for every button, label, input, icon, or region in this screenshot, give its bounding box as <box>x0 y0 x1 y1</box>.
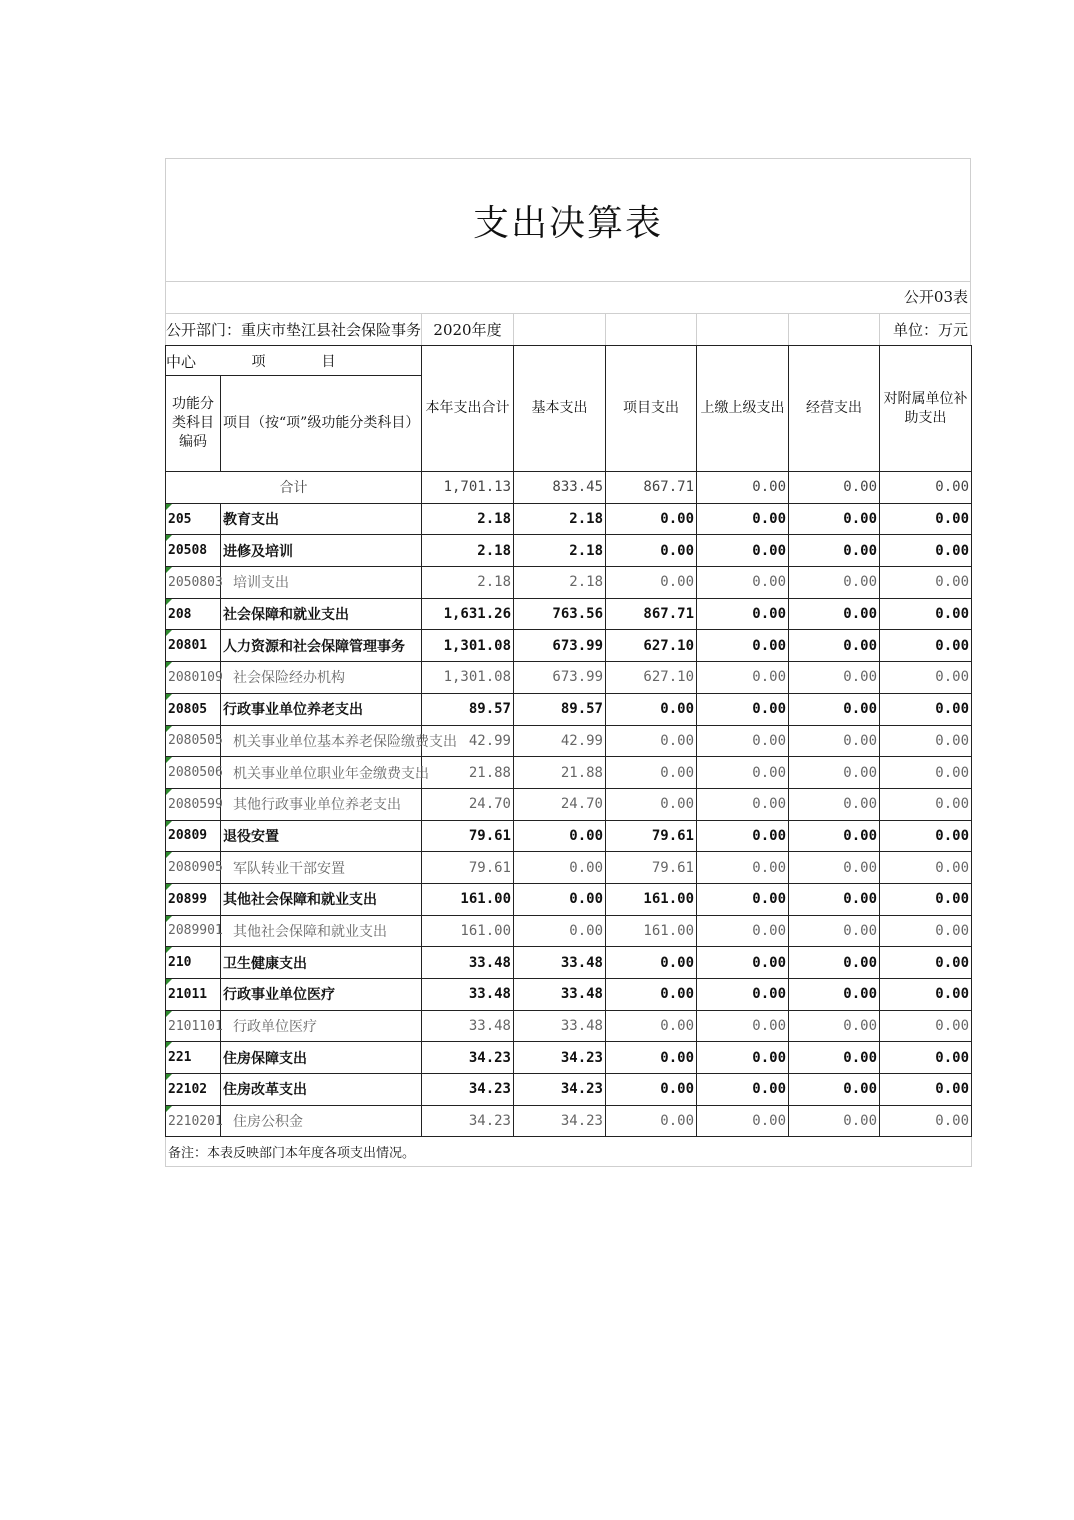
row-code: 2210201 <box>166 1105 221 1137</box>
row-basic-value: 673.99 <box>514 662 606 694</box>
table-row <box>166 630 972 662</box>
row-subsidy-value: 0.00 <box>880 915 972 947</box>
row-upper-value: 0.00 <box>697 1074 789 1106</box>
row-name: 住房公积金 <box>221 1105 422 1137</box>
row-total-value: 33.48 <box>422 979 514 1011</box>
row-project-value: 0.00 <box>606 503 697 535</box>
table-row <box>166 662 972 694</box>
row-basic-value: 0.00 <box>514 883 606 915</box>
row-project-value: 0.00 <box>606 1010 697 1042</box>
row-total-value: 1,301.08 <box>422 662 514 694</box>
form-number: 公开03表 <box>165 282 971 313</box>
row-project-value: 0.00 <box>606 1042 697 1074</box>
project-col-header: 项目支出 <box>606 346 697 472</box>
row-project-value: 79.61 <box>606 820 697 852</box>
table-row <box>166 788 972 820</box>
row-project-value: 161.00 <box>606 915 697 947</box>
row-code: 22102 <box>166 1074 221 1106</box>
row-business-value: 0.00 <box>789 567 880 599</box>
table-row <box>166 947 972 979</box>
row-business-value: 0.00 <box>789 598 880 630</box>
row-subsidy-value: 0.00 <box>880 567 972 599</box>
table-row <box>166 1105 972 1137</box>
row-name: 行政事业单位养老支出 <box>221 693 422 725</box>
row-total-value: 34.23 <box>422 1105 514 1137</box>
row-subsidy-value: 0.00 <box>880 693 972 725</box>
row-code: 2080506 <box>166 757 221 789</box>
row-basic-value: 34.23 <box>514 1105 606 1137</box>
row-project-value: 79.61 <box>606 852 697 884</box>
row-name: 社会保险经办机构 <box>221 662 422 694</box>
code-col-header: 功能分类科目编码 <box>166 376 221 472</box>
row-project-value: 867.71 <box>606 598 697 630</box>
meta-blank <box>513 313 605 345</box>
row-total-value: 2.18 <box>422 503 514 535</box>
row-name: 其他社会保障和就业支出 <box>221 883 422 915</box>
row-total-value: 1,631.26 <box>422 598 514 630</box>
row-basic-value: 763.56 <box>514 598 606 630</box>
row-total-value: 161.00 <box>422 883 514 915</box>
row-code: 210 <box>166 947 221 979</box>
table-row <box>166 820 972 852</box>
row-subsidy-value: 0.00 <box>880 598 972 630</box>
row-name: 机关事业单位职业年金缴费支出 <box>221 757 422 789</box>
expenditure-table <box>165 345 972 1167</box>
row-project-value: 0.00 <box>606 757 697 789</box>
row-project-value: 0.00 <box>606 979 697 1011</box>
row-name: 住房保障支出 <box>221 1042 422 1074</box>
row-subsidy-value: 0.00 <box>880 820 972 852</box>
row-upper-value: 0.00 <box>697 630 789 662</box>
row-name: 机关事业单位基本养老保险缴费支出 <box>221 725 422 757</box>
row-project-value: 0.00 <box>606 1074 697 1106</box>
row-code: 20809 <box>166 820 221 852</box>
row-upper-value: 0.00 <box>697 883 789 915</box>
row-subsidy-value: 0.00 <box>880 630 972 662</box>
row-code: 205 <box>166 503 221 535</box>
row-subsidy-value: 0.00 <box>880 1074 972 1106</box>
table-row <box>166 852 972 884</box>
row-business-value: 0.00 <box>789 788 880 820</box>
row-name: 人力资源和社会保障管理事务 <box>221 630 422 662</box>
row-subsidy-value: 0.00 <box>880 1042 972 1074</box>
row-code: 2080505 <box>166 725 221 757</box>
row-basic-value: 673.99 <box>514 630 606 662</box>
row-project-value: 0.00 <box>606 535 697 567</box>
row-upper-value: 0.00 <box>697 1010 789 1042</box>
row-business-value: 0.00 <box>789 883 880 915</box>
row-business-value: 0.00 <box>789 662 880 694</box>
row-name: 其他行政事业单位养老支出 <box>221 788 422 820</box>
row-total-value: 2.18 <box>422 567 514 599</box>
department-label: 公开部门：重庆市垫江县社会保险事务中心 <box>165 313 421 345</box>
row-code: 2101101 <box>166 1010 221 1042</box>
total-total-value: 1,701.13 <box>422 472 514 504</box>
row-project-value: 627.10 <box>606 662 697 694</box>
row-project-value: 0.00 <box>606 693 697 725</box>
row-name: 退役安置 <box>221 820 422 852</box>
row-basic-value: 0.00 <box>514 820 606 852</box>
row-total-value: 33.48 <box>422 1010 514 1042</box>
table-row <box>166 598 972 630</box>
total-label: 合计 <box>166 472 422 504</box>
upper-col-header: 上缴上级支出 <box>697 346 789 472</box>
row-project-value: 0.00 <box>606 725 697 757</box>
row-subsidy-value: 0.00 <box>880 1010 972 1042</box>
meta-blank <box>605 313 696 345</box>
row-subsidy-value: 0.00 <box>880 503 972 535</box>
row-project-value: 0.00 <box>606 947 697 979</box>
total-upper-value: 0.00 <box>697 472 789 504</box>
row-project-value: 0.00 <box>606 567 697 599</box>
row-business-value: 0.00 <box>789 820 880 852</box>
row-business-value: 0.00 <box>789 1074 880 1106</box>
row-name: 其他社会保障和就业支出 <box>221 915 422 947</box>
unit-label: 单位：万元 <box>879 313 971 345</box>
row-subsidy-value: 0.00 <box>880 947 972 979</box>
row-subsidy-value: 0.00 <box>880 1105 972 1137</box>
row-total-value: 34.23 <box>422 1042 514 1074</box>
row-total-value: 161.00 <box>422 915 514 947</box>
row-upper-value: 0.00 <box>697 757 789 789</box>
row-total-value: 1,301.08 <box>422 630 514 662</box>
row-upper-value: 0.00 <box>697 915 789 947</box>
row-upper-value: 0.00 <box>697 820 789 852</box>
row-upper-value: 0.00 <box>697 1105 789 1137</box>
row-basic-value: 33.48 <box>514 947 606 979</box>
row-upper-value: 0.00 <box>697 852 789 884</box>
row-name: 培训支出 <box>221 567 422 599</box>
row-upper-value: 0.00 <box>697 788 789 820</box>
table-row <box>166 567 972 599</box>
row-business-value: 0.00 <box>789 503 880 535</box>
row-name: 行政单位医疗 <box>221 1010 422 1042</box>
row-subsidy-value: 0.00 <box>880 788 972 820</box>
row-subsidy-value: 0.00 <box>880 725 972 757</box>
row-name: 行政事业单位医疗 <box>221 979 422 1011</box>
row-code: 221 <box>166 1042 221 1074</box>
row-total-value: 89.57 <box>422 693 514 725</box>
row-basic-value: 34.23 <box>514 1042 606 1074</box>
name-col-header: 项目（按“项”级功能分类科目） <box>221 376 422 472</box>
table-row <box>166 915 972 947</box>
table-row <box>166 693 972 725</box>
row-name: 卫生健康支出 <box>221 947 422 979</box>
table-row <box>166 1074 972 1106</box>
row-subsidy-value: 0.00 <box>880 852 972 884</box>
row-business-value: 0.00 <box>789 725 880 757</box>
title-area <box>165 158 971 282</box>
row-business-value: 0.00 <box>789 757 880 789</box>
row-basic-value: 0.00 <box>514 915 606 947</box>
row-basic-value: 21.88 <box>514 757 606 789</box>
table-row <box>166 535 972 567</box>
row-basic-value: 24.70 <box>514 788 606 820</box>
row-business-value: 0.00 <box>789 630 880 662</box>
row-code: 20801 <box>166 630 221 662</box>
row-upper-value: 0.00 <box>697 979 789 1011</box>
row-code: 20899 <box>166 883 221 915</box>
row-project-value: 627.10 <box>606 630 697 662</box>
row-code: 208 <box>166 598 221 630</box>
row-code: 2050803 <box>166 567 221 599</box>
row-code: 2080905 <box>166 852 221 884</box>
table-row <box>166 1010 972 1042</box>
page-title: 支出决算表 <box>472 202 663 244</box>
row-code: 21011 <box>166 979 221 1011</box>
row-basic-value: 33.48 <box>514 1010 606 1042</box>
row-upper-value: 0.00 <box>697 662 789 694</box>
meta-blank <box>696 313 788 345</box>
header-row <box>166 346 972 376</box>
total-business-value: 0.00 <box>789 472 880 504</box>
business-col-header: 经营支出 <box>789 346 880 472</box>
item-group-header: 项 目 <box>166 346 422 376</box>
row-business-value: 0.00 <box>789 852 880 884</box>
row-business-value: 0.00 <box>789 1042 880 1074</box>
row-business-value: 0.00 <box>789 947 880 979</box>
row-basic-value: 2.18 <box>514 503 606 535</box>
total-col-header: 本年支出合计 <box>422 346 514 472</box>
row-total-value: 24.70 <box>422 788 514 820</box>
row-basic-value: 0.00 <box>514 852 606 884</box>
table-row <box>166 725 972 757</box>
row-name: 军队转业干部安置 <box>221 852 422 884</box>
row-project-value: 161.00 <box>606 883 697 915</box>
row-basic-value: 33.48 <box>514 979 606 1011</box>
row-business-value: 0.00 <box>789 1105 880 1137</box>
row-project-value: 0.00 <box>606 788 697 820</box>
row-basic-value: 2.18 <box>514 535 606 567</box>
row-name: 进修及培训 <box>221 535 422 567</box>
row-upper-value: 0.00 <box>697 1042 789 1074</box>
row-business-value: 0.00 <box>789 535 880 567</box>
basic-col-header: 基本支出 <box>514 346 606 472</box>
row-project-value: 0.00 <box>606 1105 697 1137</box>
row-code: 20805 <box>166 693 221 725</box>
row-subsidy-value: 0.00 <box>880 883 972 915</box>
fiscal-year: 2020年度 <box>421 313 513 345</box>
row-name: 社会保障和就业支出 <box>221 598 422 630</box>
row-total-value: 2.18 <box>422 535 514 567</box>
row-upper-value: 0.00 <box>697 693 789 725</box>
row-total-value: 42.99 <box>422 725 514 757</box>
total-subsidy-value: 0.00 <box>880 472 972 504</box>
footnote: 备注：本表反映部门本年度各项支出情况。 <box>166 1137 972 1167</box>
row-code: 2080599 <box>166 788 221 820</box>
table-row <box>166 883 972 915</box>
row-subsidy-value: 0.00 <box>880 757 972 789</box>
row-upper-value: 0.00 <box>697 725 789 757</box>
row-upper-value: 0.00 <box>697 503 789 535</box>
row-business-value: 0.00 <box>789 915 880 947</box>
row-subsidy-value: 0.00 <box>880 662 972 694</box>
row-code: 2089901 <box>166 915 221 947</box>
row-total-value: 79.61 <box>422 820 514 852</box>
row-basic-value: 89.57 <box>514 693 606 725</box>
note-row <box>166 1137 972 1167</box>
row-upper-value: 0.00 <box>697 947 789 979</box>
row-business-value: 0.00 <box>789 693 880 725</box>
total-basic-value: 833.45 <box>514 472 606 504</box>
meta-blank <box>788 313 879 345</box>
row-business-value: 0.00 <box>789 1010 880 1042</box>
row-basic-value: 42.99 <box>514 725 606 757</box>
row-basic-value: 2.18 <box>514 567 606 599</box>
table-row <box>166 979 972 1011</box>
row-subsidy-value: 0.00 <box>880 979 972 1011</box>
row-business-value: 0.00 <box>789 979 880 1011</box>
row-subsidy-value: 0.00 <box>880 535 972 567</box>
row-total-value: 79.61 <box>422 852 514 884</box>
row-basic-value: 34.23 <box>514 1074 606 1106</box>
row-upper-value: 0.00 <box>697 598 789 630</box>
row-upper-value: 0.00 <box>697 567 789 599</box>
row-name: 住房改革支出 <box>221 1074 422 1106</box>
table-row <box>166 503 972 535</box>
subsidy-col-header: 对附属单位补助支出 <box>880 346 972 472</box>
table-row <box>166 1042 972 1074</box>
table-row <box>166 757 972 789</box>
row-total-value: 21.88 <box>422 757 514 789</box>
row-total-value: 33.48 <box>422 947 514 979</box>
row-code: 2080109 <box>166 662 221 694</box>
total-project-value: 867.71 <box>606 472 697 504</box>
row-code: 20508 <box>166 535 221 567</box>
row-total-value: 34.23 <box>422 1074 514 1106</box>
row-name: 教育支出 <box>221 503 422 535</box>
row-upper-value: 0.00 <box>697 535 789 567</box>
total-row <box>166 472 972 504</box>
